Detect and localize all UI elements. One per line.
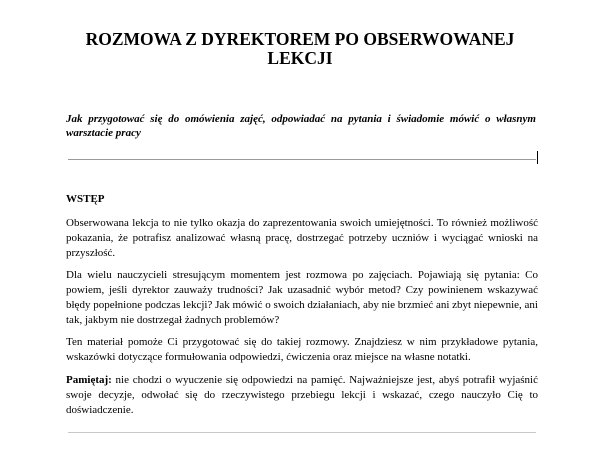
paragraph-remember — [66, 373, 538, 418]
top-divider — [68, 159, 536, 160]
document-subtitle: Jak przygotować się do omówienia zajęć, odpowiadać na pytania i świadomie mówić o własnym warsztacie pracy — [66, 113, 536, 139]
remember-label: Pamiętaj: — [66, 374, 112, 386]
paragraph-questions: Dla wielu nauczycieli stresującym momentem jest rozmowa po zajęciach. Pojawiają się pytania: Co powiem, jeśli dyrektor zauważy trudności? Jak uzasadnić wybór metod? Czy powinienem wskazywać błędy popełnione podczas lekcji? Jak mówić o swoich działaniach, aby nie brzmieć ani zbyt niepewnie, ani tak, jakbym nie dostrzegał żadnych problemów? — [66, 269, 538, 326]
bottom-divider — [68, 432, 536, 433]
document-title: ROZMOWA Z DYREKTOREM PO OBSERWOWANEJ LEKCJI — [85, 29, 515, 68]
paragraph-material: Ten materiał pomoże Ci przygotować się do takiej rozmowy. Znajdziesz w nim przykładowe pytania, wskazówki dotyczące formułowania odpowiedzi, ćwiczenia oraz miejsce na własne notatki. — [66, 336, 538, 363]
text-cursor — [537, 151, 538, 164]
remember-text: nie chodzi o wyuczenie się odpowiedzi na pamięć. Najważniejsze jest, abyś potrafił wyjaśnić swoje decyzje, odwołać się do rzeczywistego przebiegu lekcji i wskazać, czego nauczyło Cię to doświadczenie. — [66, 374, 538, 416]
section-heading: WSTĘP — [66, 193, 105, 205]
paragraph-intro: Obserwowana lekcja to nie tylko okazja do zaprezentowania swoich umiejętności. To również możliwość pokazania, że potrafisz analizować własną pracę, dostrzegać potrzeby uczniów i wyciągać wnioski na przyszłość. — [66, 217, 538, 259]
